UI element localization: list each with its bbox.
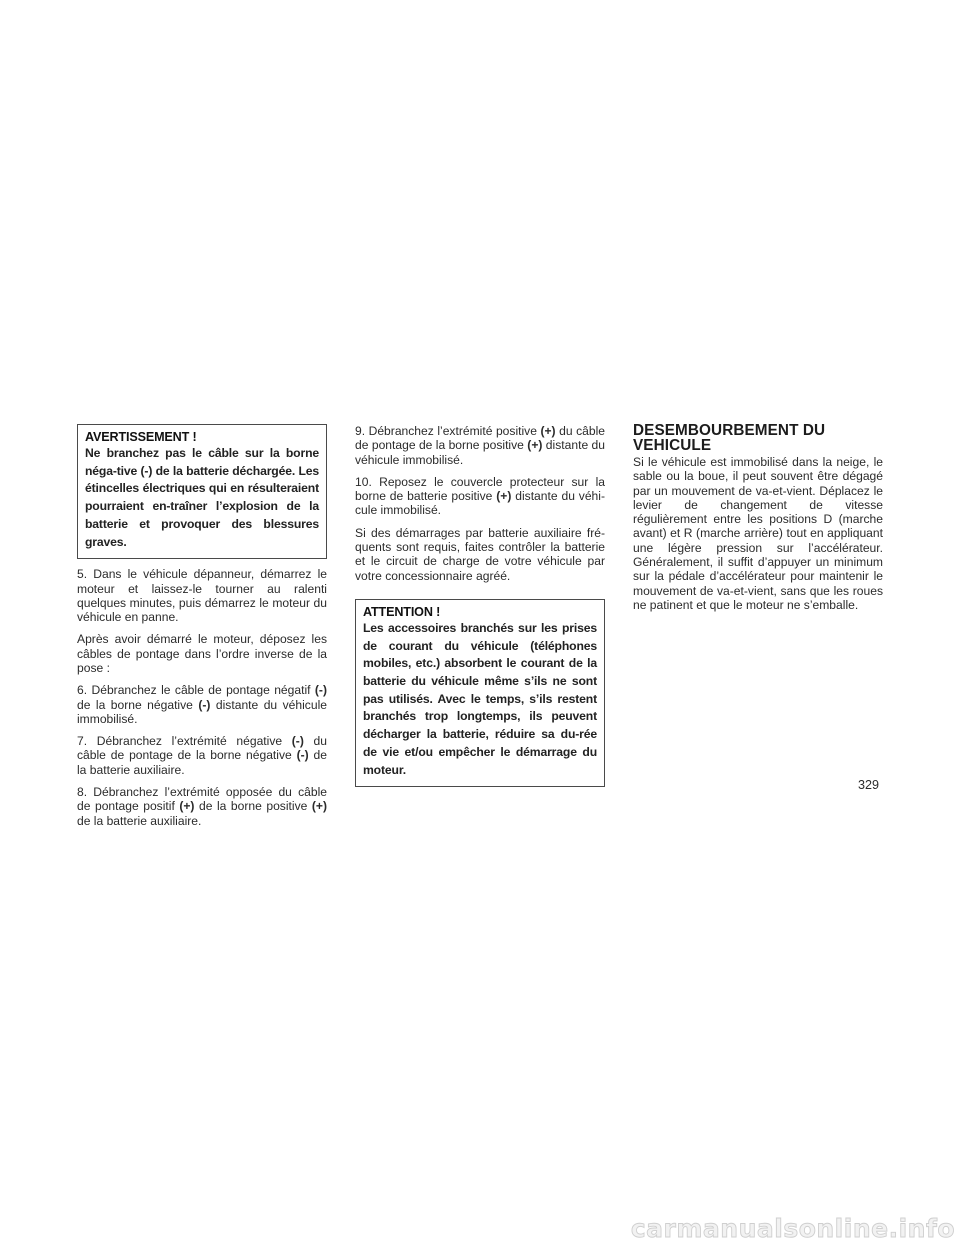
attention-title: ATTENTION ! [363,604,441,619]
positive-symbol: (+) [527,438,543,453]
frequent-jumpstart-paragraph: Si des démarrages par batterie auxiliaire fré-quents sont requis, faites contrôler la batterie et le circuit de charge de votre véhicule par votre concessionnaire agréé. [355,525,605,583]
negative-symbol: (-) [296,748,309,763]
column-left [77,424,327,828]
section-body-paragraph: Si le véhicule est immobilisé dans la neige, le sable ou la boue, il peut souvent être dégagé par un mouvement de va-et-vient. Déplacez le levier de changement de vitesse régulièrement entre les positions D (marche avant) et R (marche arrière) tout en appliquant une légère pression sur l’accélérateur. Généralement, il suffit d’appuyer un minimum sur la pédale d’accélérateur pour maintenir le mouvement de va-et-vient, sans que les roues ne patinent et que le moteur ne s’emballe. [633,455,883,612]
section-heading-line-2: VEHICULE [633,436,712,454]
step-5-paragraph: 5. Dans le véhicule dépanneur, démarrez le moteur et laissez-le tourner au ralenti quelques minutes, puis démarrez le moteur du véhicule en panne. [77,567,327,625]
section-heading [633,424,883,453]
text-run: distante du véhicule immobilisé. [355,438,606,467]
text-run: 6. Débranchez le câble de pontage négatif [77,683,315,698]
watermark-text: carmanualsonline.info [630,1214,955,1242]
warning-box [77,424,327,559]
attention-body: Les accessoires branchés sur les prises de courant du véhicule (téléphones mobiles, etc.) absorbent le courant de la batterie du véhicule même s’ils ne sont pas utilisés. Avec le temps, s’ils restent branchés trop longtemps, ils peuvent décharger la batterie, réduire sa du-rée de vie et/ou empêcher le démarrage du moteur. [363,620,597,777]
warning-text: Ne branchez pas le câble sur la borne néga-tive [85,446,319,478]
step-9-paragraph [355,424,605,467]
text-run: de la borne négative [77,697,199,712]
watermark-graphic [0,1208,960,1242]
text-run: du câble de pontage de la borne négative [77,734,327,763]
text-run: de la batterie auxiliaire. [77,748,327,777]
step-7-paragraph [77,734,327,777]
positive-symbol: (+) [311,799,327,814]
text-run: 7. Débranchez l’extrémité négative [77,734,292,749]
step-6-paragraph [77,683,327,726]
attention-box [355,599,605,787]
warning-body [85,445,319,551]
negative-symbol: (-) [140,463,153,478]
step-8-paragraph [77,785,327,828]
watermark [0,1208,960,1242]
column-right [633,424,883,612]
text-run: 8. Débranchez l’extrémité opposée du câble de pontage positif [77,785,327,814]
positive-symbol: (+) [496,489,512,504]
warning-title: AVERTISSEMENT ! [85,430,197,444]
text-run: 9. Débranchez l’extrémité positive [355,424,541,438]
text-run: 10. Reposez le couvercle protecteur sur la borne de batterie positive [355,474,605,504]
text-run: de la batterie auxiliaire. [77,813,202,828]
spacer [355,591,605,599]
positive-symbol: (+) [540,424,556,438]
text-run: distante du véhicule immobilisé. [77,697,327,726]
step-10-paragraph [355,475,605,518]
section-heading-line-1: DESEMBOURBEMENT DU [633,422,826,439]
warning-text: de la batterie déchargée. Les étincelles électriques qui en résulteraient pourraient en-traîner l’explosion de la batterie et provoquer des blessures graves. [85,463,319,549]
negative-symbol: (-) [314,683,327,698]
positive-symbol: (+) [179,799,195,814]
column-middle [355,424,605,795]
text-run: du câble de pontage de la borne positive [355,424,605,453]
negative-symbol: (-) [198,697,211,712]
text-run: de la borne positive [194,799,312,814]
text-run: distante du véhi-cule immobilisé. [355,489,606,518]
removal-intro-paragraph: Après avoir démarré le moteur, déposez les câbles de pontage dans l’ordre inverse de la pose : [77,632,327,675]
page-number: 329 [858,778,880,792]
negative-symbol: (-) [291,734,304,749]
